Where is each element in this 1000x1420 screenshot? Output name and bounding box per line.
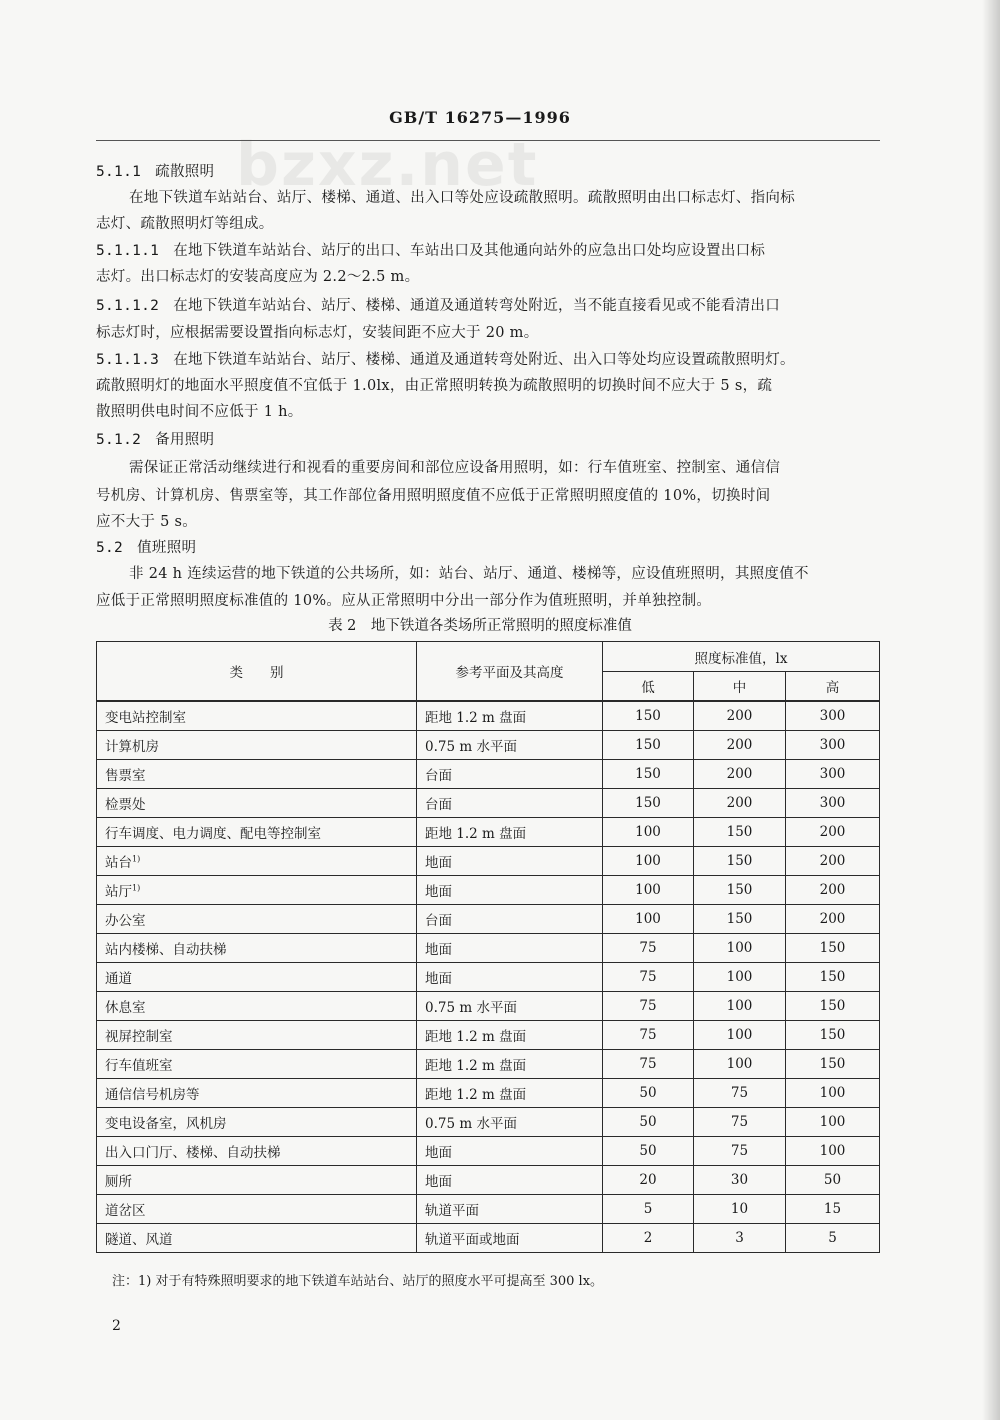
cell-high: 300 [786, 760, 880, 789]
cell-low: 75 [603, 1050, 694, 1079]
cell-high: 100 [786, 1137, 880, 1166]
cell-low: 50 [603, 1108, 694, 1137]
category-text: 变电站控制室 [105, 710, 186, 726]
table-row [97, 818, 880, 847]
category-text: 视屏控制室 [105, 1029, 173, 1045]
cell-reference-plane: 台面 [417, 789, 603, 818]
cell-high: 15 [786, 1195, 880, 1224]
cell-high: 150 [786, 1050, 880, 1079]
paragraph-line: 应不大于 5 s。 [96, 514, 198, 530]
category-text: 变电设备室，风机房 [105, 1116, 227, 1132]
cell-reference-plane: 地面 [417, 1137, 603, 1166]
cell-mid: 100 [694, 1050, 786, 1079]
cell-category [97, 1166, 417, 1195]
clause-5-1-1-2: 5.1.1.2 在地下铁道车站站台、站厅、楼梯、通道及通道转弯处附近，当不能直接看见或不能看清出口 [96, 298, 781, 314]
paragraph-line: 标志灯时，应根据需要设置指向标志灯，安装间距不应大于 20 m。 [96, 325, 539, 341]
header-mid: 中 [694, 672, 786, 702]
cell-reference-plane: 距地 1.2 m 盘面 [417, 1021, 603, 1050]
cell-low: 5 [603, 1195, 694, 1224]
cell-low: 100 [603, 905, 694, 934]
cell-low: 150 [603, 789, 694, 818]
cell-low: 75 [603, 934, 694, 963]
section-5-1-1-heading: 5.1.1 疏散照明 [96, 164, 215, 180]
cell-category [97, 963, 417, 992]
cell-low: 75 [603, 1021, 694, 1050]
table-row [97, 1079, 880, 1108]
cell-reference-plane: 地面 [417, 1166, 603, 1195]
table-row [97, 760, 880, 789]
cell-high: 5 [786, 1224, 880, 1253]
header-illuminance: 照度标准值，lx [603, 642, 880, 672]
header-high: 高 [786, 672, 880, 702]
cell-mid: 100 [694, 1021, 786, 1050]
cell-mid: 150 [694, 905, 786, 934]
cell-high: 50 [786, 1166, 880, 1195]
cell-mid: 150 [694, 876, 786, 905]
cell-low: 50 [603, 1137, 694, 1166]
cell-high: 200 [786, 818, 880, 847]
cell-low: 100 [603, 876, 694, 905]
cell-category [97, 934, 417, 963]
cell-category [97, 701, 417, 731]
cell-low: 100 [603, 847, 694, 876]
category-text: 休息室 [105, 1000, 146, 1016]
category-text: 道岔区 [105, 1203, 146, 1219]
table-row [97, 992, 880, 1021]
category-text: 行车调度、电力调度、配电等控制室 [105, 826, 321, 842]
page-number: 2 [112, 1318, 121, 1334]
category-text: 通信信号机房等 [105, 1087, 200, 1103]
cell-category [97, 1079, 417, 1108]
cell-high: 200 [786, 876, 880, 905]
page-header-standard-number: GB/T 16275—1996 [389, 108, 571, 127]
table-row [97, 847, 880, 876]
illuminance-standard-table [96, 641, 880, 1253]
category-text: 站台 [105, 855, 132, 871]
category-text: 办公室 [105, 913, 146, 929]
cell-category [97, 789, 417, 818]
cell-mid: 200 [694, 760, 786, 789]
category-text: 站内楼梯、自动扶梯 [105, 942, 227, 958]
cell-mid: 75 [694, 1137, 786, 1166]
category-text: 行车值班室 [105, 1058, 173, 1074]
table-row [97, 934, 880, 963]
cell-mid: 10 [694, 1195, 786, 1224]
table-row [97, 905, 880, 934]
table-row [97, 1050, 880, 1079]
table-row [97, 1195, 880, 1224]
cell-reference-plane: 地面 [417, 876, 603, 905]
header-low: 低 [603, 672, 694, 702]
cell-category [97, 1021, 417, 1050]
cell-low: 100 [603, 818, 694, 847]
paragraph-line: 在地下铁道车站站台、站厅、楼梯、通道、出入口等处应设疏散照明。疏散照明由出口标志灯、指向标 [129, 190, 795, 206]
category-text: 检票处 [105, 797, 146, 813]
paragraph-line: 疏散照明灯的地面水平照度值不宜低于 1.0lx，由正常照明转换为疏散照明的切换时间不应大于 5 s，疏 [96, 378, 773, 394]
cell-reference-plane: 地面 [417, 963, 603, 992]
table-row [97, 1224, 880, 1253]
cell-high: 200 [786, 905, 880, 934]
table-caption: 表 2 地下铁道各类场所正常照明的照度标准值 [328, 618, 632, 634]
table-note: 注：1) 对于有特殊照明要求的地下铁道车站站台、站厅的照度水平可提高至 300 lx。 [112, 1274, 604, 1289]
cell-mid: 30 [694, 1166, 786, 1195]
cell-mid: 150 [694, 818, 786, 847]
cell-low: 75 [603, 963, 694, 992]
paragraph-line: 志灯。出口标志灯的安装高度应为 2.2～2.5 m。 [96, 269, 420, 285]
cell-mid: 75 [694, 1079, 786, 1108]
cell-reference-plane: 地面 [417, 934, 603, 963]
header-rule [96, 140, 880, 141]
cell-mid: 200 [694, 701, 786, 731]
cell-category [97, 731, 417, 760]
cell-reference-plane: 0.75 m 水平面 [417, 731, 603, 760]
paragraph-line: 散照明供电时间不应低于 1 h。 [96, 404, 303, 420]
cell-high: 300 [786, 701, 880, 731]
cell-low: 150 [603, 760, 694, 789]
category-text: 出入口门厅、楼梯、自动扶梯 [105, 1145, 281, 1161]
table-row [97, 1166, 880, 1195]
cell-mid: 3 [694, 1224, 786, 1253]
cell-reference-plane: 轨道平面或地面 [417, 1224, 603, 1253]
category-text: 站厅 [105, 884, 132, 900]
footnote-marker: 1) [132, 883, 141, 893]
cell-reference-plane: 台面 [417, 905, 603, 934]
cell-reference-plane: 距地 1.2 m 盘面 [417, 1079, 603, 1108]
category-text: 隧道、风道 [105, 1232, 173, 1248]
cell-mid: 100 [694, 992, 786, 1021]
cell-low: 150 [603, 731, 694, 760]
cell-mid: 200 [694, 789, 786, 818]
cell-mid: 200 [694, 731, 786, 760]
cell-reference-plane: 距地 1.2 m 盘面 [417, 1050, 603, 1079]
header-category: 类 别 [97, 642, 417, 702]
paragraph-line: 志灯、疏散照明灯等组成。 [96, 216, 274, 232]
paragraph-line: 非 24 h 连续运营的地下铁道的公共场所，如：站台、站厅、通道、楼梯等，应设值班照明，其照度值不 [129, 566, 809, 582]
cell-category [97, 1195, 417, 1224]
cell-mid: 100 [694, 963, 786, 992]
table-row [97, 789, 880, 818]
cell-reference-plane: 地面 [417, 847, 603, 876]
cell-reference-plane: 轨道平面 [417, 1195, 603, 1224]
cell-low: 2 [603, 1224, 694, 1253]
header-reference-plane: 参考平面及其高度 [417, 642, 603, 702]
table-row [97, 701, 880, 731]
cell-reference-plane: 台面 [417, 760, 603, 789]
paragraph-line: 号机房、计算机房、售票室等，其工作部位备用照明照度值不应低于正常照明照度值的 10%，切换时间 [96, 488, 771, 504]
cell-high: 300 [786, 789, 880, 818]
paragraph-line: 需保证正常活动继续进行和视看的重要房间和部位应设备用照明，如：行车值班室、控制室、通信信 [129, 460, 781, 476]
paragraph-line: 应低于正常照明照度标准值的 10%。应从正常照明中分出一部分作为值班照明，并单独控制。 [96, 593, 712, 609]
cell-category [97, 818, 417, 847]
table-row [97, 1108, 880, 1137]
cell-high: 150 [786, 963, 880, 992]
cell-mid: 75 [694, 1108, 786, 1137]
category-text: 通道 [105, 971, 132, 987]
cell-category [97, 876, 417, 905]
cell-high: 150 [786, 934, 880, 963]
cell-low: 75 [603, 992, 694, 1021]
cell-category [97, 992, 417, 1021]
cell-reference-plane: 距地 1.2 m 盘面 [417, 818, 603, 847]
cell-mid: 150 [694, 847, 786, 876]
clause-5-1-1-1: 5.1.1.1 在地下铁道车站站台、站厅的出口、车站出口及其他通向站外的应急出口处均应设置出口标 [96, 243, 766, 259]
cell-category [97, 1108, 417, 1137]
category-text: 厕所 [105, 1174, 132, 1190]
section-5-1-2-heading: 5.1.2 备用照明 [96, 432, 215, 448]
cell-category [97, 1224, 417, 1253]
cell-mid: 100 [694, 934, 786, 963]
section-5-2-heading: 5.2 值班照明 [96, 540, 197, 556]
table-row [97, 963, 880, 992]
cell-category [97, 1050, 417, 1079]
cell-low: 20 [603, 1166, 694, 1195]
cell-category [97, 760, 417, 789]
page-edge-shadow [982, 0, 1000, 1420]
table-row [97, 1021, 880, 1050]
cell-high: 200 [786, 847, 880, 876]
cell-reference-plane: 0.75 m 水平面 [417, 992, 603, 1021]
cell-high: 150 [786, 992, 880, 1021]
table-row [97, 731, 880, 760]
cell-high: 100 [786, 1079, 880, 1108]
cell-reference-plane: 0.75 m 水平面 [417, 1108, 603, 1137]
cell-category [97, 905, 417, 934]
category-text: 售票室 [105, 768, 146, 784]
cell-high: 150 [786, 1021, 880, 1050]
cell-low: 150 [603, 701, 694, 731]
cell-category [97, 847, 417, 876]
table-row [97, 876, 880, 905]
watermark: bzxz.net [236, 130, 539, 200]
cell-reference-plane: 距地 1.2 m 盘面 [417, 701, 603, 731]
cell-low: 50 [603, 1079, 694, 1108]
cell-high: 100 [786, 1108, 880, 1137]
category-text: 计算机房 [105, 739, 159, 755]
clause-5-1-1-3: 5.1.1.3 在地下铁道车站站台、站厅、楼梯、通道及通道转弯处附近、出入口等处均应设置疏散照明灯。 [96, 352, 795, 368]
table-row [97, 1137, 880, 1166]
cell-category [97, 1137, 417, 1166]
cell-high: 300 [786, 731, 880, 760]
footnote-marker: 1) [132, 854, 141, 864]
